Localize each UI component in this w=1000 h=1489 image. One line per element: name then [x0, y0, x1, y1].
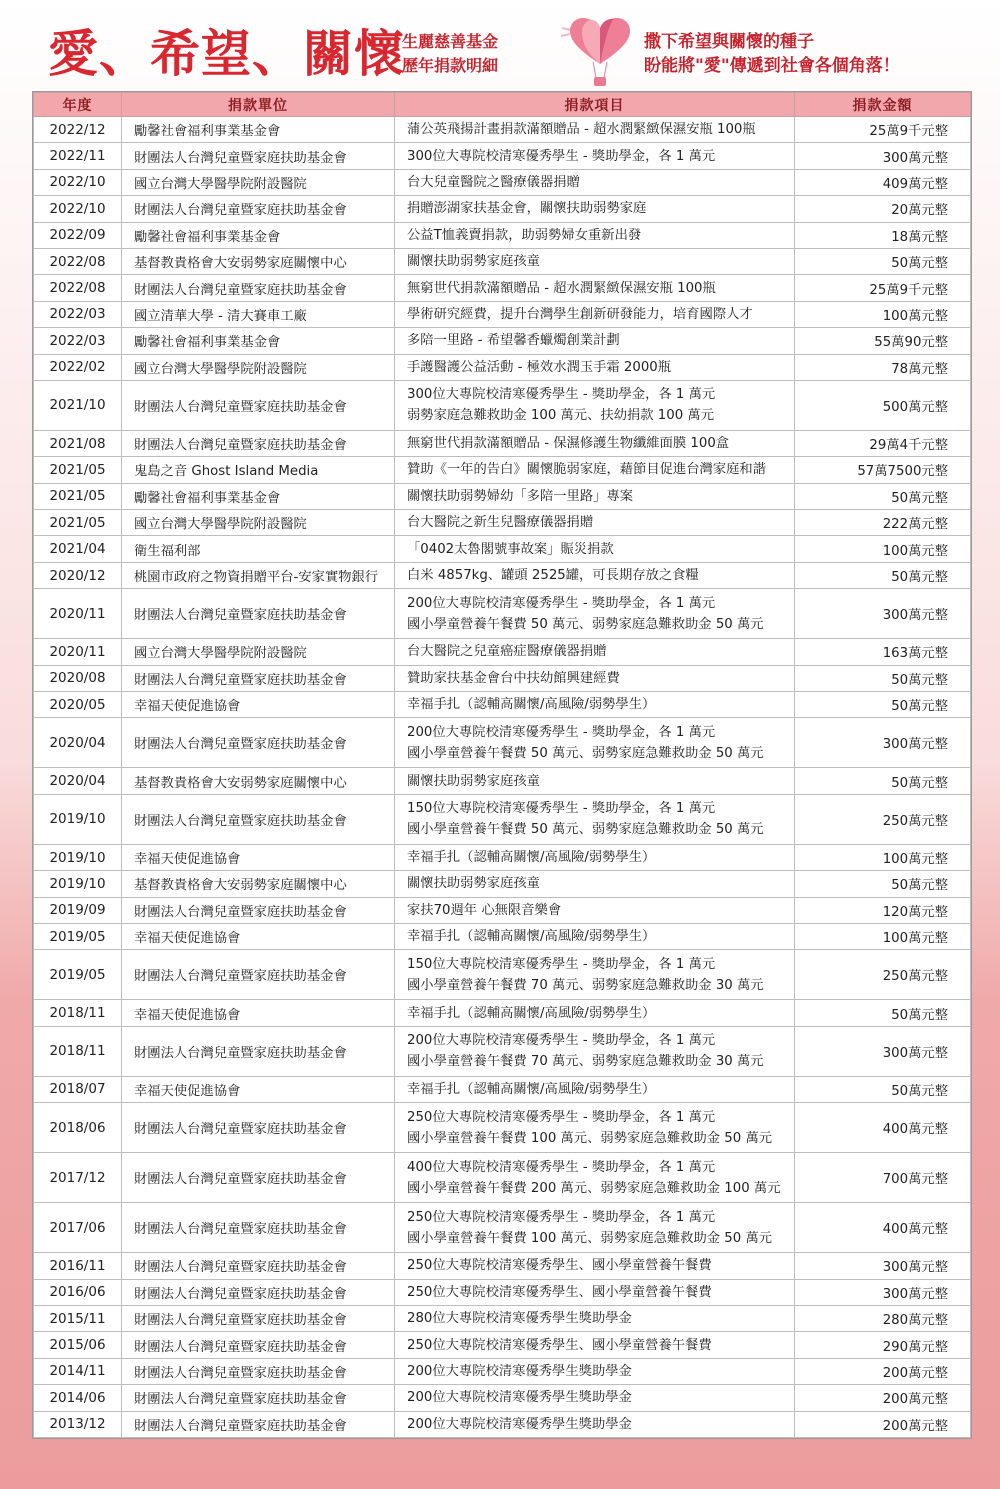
- organization-cell: 財團法人台灣兒童暨家庭扶助基金會: [122, 1305, 395, 1331]
- table-row: [34, 457, 971, 483]
- table-row: [34, 301, 971, 327]
- table-row: [34, 639, 971, 665]
- item-line-1: 學術研究經費，提升台灣學生創新研發能力，培育國際人才: [407, 306, 753, 322]
- amount-cell: 50萬元整: [795, 871, 971, 897]
- item-line-1: 200位大專院校清寒優秀學生獎助學金: [407, 1416, 632, 1432]
- year-cell: 2019/05: [34, 950, 122, 1000]
- item-line-2: 國小學童營養午餐費 200 萬元、弱勢家庭急難救助金 100 萬元: [407, 1180, 781, 1196]
- amount-cell: 300萬元整: [795, 143, 971, 169]
- item-cell: [395, 844, 795, 870]
- table-row: [34, 562, 971, 588]
- organization-cell: 財團法人台灣兒童暨家庭扶助基金會: [122, 1385, 395, 1411]
- amount-cell: 400萬元整: [795, 1103, 971, 1153]
- organization-cell: 財團法人台灣兒童暨家庭扶助基金會: [122, 1203, 395, 1253]
- year-cell: 2018/11: [34, 1000, 122, 1026]
- amount-cell: 120萬元整: [795, 897, 971, 923]
- table-row: [34, 1305, 971, 1331]
- table-row: [34, 950, 971, 1000]
- item-cell: [395, 196, 795, 222]
- item-cell: [395, 430, 795, 456]
- item-cell: [395, 1253, 795, 1279]
- year-cell: 2015/11: [34, 1305, 122, 1331]
- amount-cell: 500萬元整: [795, 380, 971, 430]
- table-row: [34, 1385, 971, 1411]
- organization-cell: 財團法人台灣兒童暨家庭扶助基金會: [122, 1332, 395, 1358]
- table-row: [34, 430, 971, 456]
- table-row: [34, 196, 971, 222]
- table-row: [34, 328, 971, 354]
- amount-cell: 300萬元整: [795, 1026, 971, 1076]
- item-cell: [395, 1076, 795, 1102]
- item-line-1: 台大兒童醫院之醫療儀器捐贈: [407, 174, 580, 190]
- organization-cell: 財團法人台灣兒童暨家庭扶助基金會: [122, 143, 395, 169]
- amount-cell: 100萬元整: [795, 923, 971, 949]
- amount-cell: 250萬元整: [795, 950, 971, 1000]
- year-cell: 2020/12: [34, 562, 122, 588]
- item-cell: [395, 768, 795, 794]
- item-cell: [395, 923, 795, 949]
- year-cell: 2014/06: [34, 1385, 122, 1411]
- item-line-1: 無窮世代捐款滿額贈品 - 保濕修護生物纖維面膜 100盒: [407, 436, 730, 452]
- year-cell: 2020/04: [34, 718, 122, 768]
- table-row: [34, 1026, 971, 1076]
- table-row: [34, 1076, 971, 1102]
- year-cell: 2016/06: [34, 1279, 122, 1305]
- amount-cell: 50萬元整: [795, 1076, 971, 1102]
- item-cell: [395, 483, 795, 509]
- table-row: [34, 1000, 971, 1026]
- item-cell: [395, 143, 795, 169]
- subtitle-line-2: 歷年捐款明細: [402, 56, 499, 75]
- item-cell: [395, 1411, 795, 1437]
- organization-cell: 國立台灣大學醫學院附設醫院: [122, 354, 395, 380]
- item-line-1: 200位大專院校清寒優秀學生獎助學金: [407, 1363, 632, 1379]
- table-row: [34, 275, 971, 301]
- item-line-1: 公益T恤義賣捐款，助弱勢婦女重新出發: [407, 227, 642, 243]
- item-line-1: 關懷扶助弱勢家庭孩童: [407, 773, 540, 789]
- item-line-2: 國小學童營養午餐費 70 萬元、弱勢家庭急難救助金 30 萬元: [407, 977, 764, 993]
- table-row: [34, 1153, 971, 1203]
- amount-cell: 300萬元整: [795, 1253, 971, 1279]
- amount-cell: 50萬元整: [795, 248, 971, 274]
- organization-cell: 勵馨社會福利事業基金會: [122, 483, 395, 509]
- year-cell: 2022/03: [34, 328, 122, 354]
- page-title: 愛、希望、關懷: [48, 24, 405, 83]
- year-cell: 2022/12: [34, 117, 122, 143]
- table-row: [34, 897, 971, 923]
- amount-cell: 300萬元整: [795, 1279, 971, 1305]
- item-cell: [395, 1305, 795, 1331]
- item-line-1: 幸福手扎（認輔高關懷/高風險/弱勢學生）: [407, 697, 656, 713]
- item-cell: [395, 457, 795, 483]
- item-cell: [395, 897, 795, 923]
- subtitle: [402, 30, 498, 78]
- amount-cell: 50萬元整: [795, 768, 971, 794]
- year-cell: 2021/05: [34, 483, 122, 509]
- item-line-1: 家扶70週年 心無限音樂會: [407, 902, 562, 918]
- item-line-1: 幸福手扎（認輔高關懷/高風險/弱勢學生）: [407, 850, 656, 865]
- item-line-1: 手護醫護公益活動 - 極效水潤玉手霜 2000瓶: [407, 359, 672, 375]
- item-cell: [395, 536, 795, 562]
- item-line-1: 台大醫院之兒童癌症醫療儀器捐贈: [407, 644, 607, 660]
- organization-cell: 財團法人台灣兒童暨家庭扶助基金會: [122, 1026, 395, 1076]
- year-cell: 2018/11: [34, 1026, 122, 1076]
- organization-cell: 幸福天使促進協會: [122, 1000, 395, 1026]
- amount-cell: 50萬元整: [795, 692, 971, 718]
- table-row: [34, 1203, 971, 1253]
- item-line-1: 250位大專院校清寒優秀學生、國小學童營養午餐費: [407, 1284, 712, 1300]
- organization-cell: 幸福天使促進協會: [122, 1076, 395, 1102]
- year-cell: 2015/06: [34, 1332, 122, 1358]
- amount-cell: 55萬90元整: [795, 328, 971, 354]
- item-cell: [395, 562, 795, 588]
- item-cell: [395, 510, 795, 536]
- year-cell: 2021/05: [34, 457, 122, 483]
- item-line-1: 蒲公英飛揚計畫捐款滿額贈品 - 超水潤緊緻保濕安瓶 100瓶: [407, 122, 756, 138]
- year-cell: 2019/05: [34, 923, 122, 949]
- organization-cell: 財團法人台灣兒童暨家庭扶助基金會: [122, 897, 395, 923]
- item-cell: [395, 1203, 795, 1253]
- item-cell: [395, 222, 795, 248]
- item-cell: [395, 871, 795, 897]
- year-cell: 2021/10: [34, 380, 122, 430]
- table-row: [34, 1279, 971, 1305]
- item-line-1: 200位大專院校清寒優秀學生獎助學金: [407, 1390, 632, 1406]
- organization-cell: 國立台灣大學醫學院附設醫院: [122, 169, 395, 195]
- year-cell: 2022/09: [34, 222, 122, 248]
- item-cell: [395, 117, 795, 143]
- organization-cell: 財團法人台灣兒童暨家庭扶助基金會: [122, 665, 395, 691]
- table-row: [34, 871, 971, 897]
- amount-cell: 50萬元整: [795, 562, 971, 588]
- amount-cell: 409萬元整: [795, 169, 971, 195]
- year-cell: 2021/04: [34, 536, 122, 562]
- heart-balloon-icon: [560, 14, 640, 92]
- organization-cell: 桃園市政府之物資捐贈平台-安家實物銀行: [122, 562, 395, 588]
- item-line-1: 贊助家扶基金會台中扶幼館興建經費: [407, 670, 620, 686]
- year-cell: 2016/11: [34, 1253, 122, 1279]
- amount-cell: 25萬9千元整: [795, 117, 971, 143]
- item-line-1: 白米 4857kg、罐頭 2525罐，可長期存放之食糧: [407, 568, 699, 584]
- item-line-2: 國小學童營養午餐費 50 萬元、弱勢家庭急難救助金 50 萬元: [407, 616, 764, 632]
- year-cell: 2020/04: [34, 768, 122, 794]
- item-line-1: 150位大專院校清寒優秀學生 - 獎助學金，各 1 萬元: [407, 956, 716, 972]
- table-row: [34, 1103, 971, 1153]
- table-row: [34, 117, 971, 143]
- item-line-1: 280位大專院校清寒優秀學生獎助學金: [407, 1311, 632, 1327]
- subtitle-line-1: 生麗慈善基金: [402, 32, 499, 51]
- table-row: [34, 794, 971, 844]
- item-line-1: 幸福手扎（認輔高關懷/高風險/弱勢學生）: [407, 1081, 656, 1097]
- year-cell: 2020/11: [34, 639, 122, 665]
- organization-cell: 幸福天使促進協會: [122, 844, 395, 870]
- header-organization: 捐款單位: [122, 93, 395, 117]
- item-line-2: 國小學童營養午餐費 70 萬元、弱勢家庭急難救助金 30 萬元: [407, 1054, 764, 1070]
- organization-cell: 幸福天使促進協會: [122, 692, 395, 718]
- amount-cell: 280萬元整: [795, 1305, 971, 1331]
- table-row: [34, 1332, 971, 1358]
- organization-cell: 基督教貴格會大安弱勢家庭關懷中心: [122, 248, 395, 274]
- year-cell: 2019/09: [34, 897, 122, 923]
- item-line-2: 弱勢家庭急難救助金 100 萬元、扶幼捐款 100 萬元: [407, 408, 715, 424]
- year-cell: 2020/05: [34, 692, 122, 718]
- item-line-1: 關懷扶助弱勢家庭孩童: [407, 254, 540, 270]
- item-cell: [395, 169, 795, 195]
- slogan: [644, 30, 900, 78]
- amount-cell: 57萬7500元整: [795, 457, 971, 483]
- item-line-1: 關懷扶助弱勢家庭孩童: [407, 876, 540, 892]
- table-row: [34, 169, 971, 195]
- item-line-1: 台大醫院之新生兒醫療儀器捐贈: [407, 515, 594, 531]
- amount-cell: 29萬4千元整: [795, 430, 971, 456]
- item-line-1: 300位大專院校清寒優秀學生 - 獎助學金，各 1 萬元: [407, 387, 716, 403]
- amount-cell: 50萬元整: [795, 665, 971, 691]
- table-row: [34, 222, 971, 248]
- organization-cell: 基督教貴格會大安弱勢家庭關懷中心: [122, 871, 395, 897]
- table-header-row: [34, 93, 971, 117]
- year-cell: 2021/05: [34, 510, 122, 536]
- item-cell: [395, 1026, 795, 1076]
- year-cell: 2022/08: [34, 275, 122, 301]
- organization-cell: 財團法人台灣兒童暨家庭扶助基金會: [122, 1411, 395, 1437]
- header-item: 捐款項目: [395, 93, 795, 117]
- organization-cell: 財團法人台灣兒童暨家庭扶助基金會: [122, 430, 395, 456]
- amount-cell: 700萬元整: [795, 1153, 971, 1203]
- item-cell: [395, 665, 795, 691]
- organization-cell: 財團法人台灣兒童暨家庭扶助基金會: [122, 1103, 395, 1153]
- amount-cell: 50萬元整: [795, 1000, 971, 1026]
- organization-cell: 國立清華大學 - 清大賽車工廠: [122, 301, 395, 327]
- organization-cell: 勵馨社會福利事業基金會: [122, 117, 395, 143]
- item-line-1: 150位大專院校清寒優秀學生 - 獎助學金，各 1 萬元: [407, 801, 716, 817]
- table-row: [34, 536, 971, 562]
- organization-cell: 國立台灣大學醫學院附設醫院: [122, 639, 395, 665]
- item-cell: [395, 1279, 795, 1305]
- item-cell: [395, 718, 795, 768]
- item-cell: [395, 1153, 795, 1203]
- organization-cell: 財團法人台灣兒童暨家庭扶助基金會: [122, 1279, 395, 1305]
- item-line-2: 國小學童營養午餐費 100 萬元、弱勢家庭急難救助金 50 萬元: [407, 1130, 773, 1146]
- table-body: [34, 117, 971, 1438]
- amount-cell: 300萬元整: [795, 718, 971, 768]
- item-line-1: 200位大專院校清寒優秀學生 - 獎助學金，各 1 萬元: [407, 1033, 716, 1049]
- item-cell: [395, 1358, 795, 1384]
- organization-cell: 財團法人台灣兒童暨家庭扶助基金會: [122, 380, 395, 430]
- item-line-2: 國小學童營養午餐費 50 萬元、弱勢家庭急難救助金 50 萬元: [407, 822, 764, 838]
- table-row: [34, 248, 971, 274]
- item-line-1: 250位大專院校清寒優秀學生 - 獎助學金，各 1 萬元: [407, 1109, 716, 1125]
- amount-cell: 200萬元整: [795, 1411, 971, 1437]
- item-line-1: 250位大專院校清寒優秀學生 - 獎助學金，各 1 萬元: [407, 1209, 716, 1225]
- organization-cell: 基督教貴格會大安弱勢家庭關懷中心: [122, 768, 395, 794]
- item-line-1: 捐贈澎湖家扶基金會，關懷扶助弱勢家庭: [407, 201, 647, 217]
- item-line-1: 多陪一里路 - 希望馨香蠟燭創業計劃: [407, 333, 620, 349]
- item-cell: [395, 275, 795, 301]
- year-cell: 2019/10: [34, 794, 122, 844]
- organization-cell: 財團法人台灣兒童暨家庭扶助基金會: [122, 950, 395, 1000]
- item-cell: [395, 794, 795, 844]
- year-cell: 2020/11: [34, 589, 122, 639]
- year-cell: 2022/10: [34, 169, 122, 195]
- item-cell: [395, 1332, 795, 1358]
- amount-cell: 100萬元整: [795, 301, 971, 327]
- item-line-1: 400位大專院校清寒優秀學生 - 獎助學金，各 1 萬元: [407, 1159, 716, 1175]
- amount-cell: 400萬元整: [795, 1203, 971, 1253]
- amount-cell: 300萬元整: [795, 589, 971, 639]
- amount-cell: 250萬元整: [795, 794, 971, 844]
- amount-cell: 163萬元整: [795, 639, 971, 665]
- organization-cell: 財團法人台灣兒童暨家庭扶助基金會: [122, 196, 395, 222]
- item-line-2: 國小學童營養午餐費 50 萬元、弱勢家庭急難救助金 50 萬元: [407, 745, 764, 761]
- organization-cell: 勵馨社會福利事業基金會: [122, 328, 395, 354]
- organization-cell: 國立台灣大學醫學院附設醫院: [122, 510, 395, 536]
- item-cell: [395, 1385, 795, 1411]
- table-row: [34, 718, 971, 768]
- item-line-1: 200位大專院校清寒優秀學生 - 獎助學金，各 1 萬元: [407, 595, 716, 611]
- table-row: [34, 768, 971, 794]
- amount-cell: 18萬元整: [795, 222, 971, 248]
- organization-cell: 衛生福利部: [122, 536, 395, 562]
- item-line-1: 250位大專院校清寒優秀學生、國小學童營養午餐費: [407, 1337, 712, 1353]
- item-cell: [395, 328, 795, 354]
- header-amount: 捐款金額: [795, 93, 971, 117]
- year-cell: 2018/07: [34, 1076, 122, 1102]
- table-row: [34, 923, 971, 949]
- item-line-1: 幸福手扎（認輔高關懷/高風險/弱勢學生）: [407, 929, 656, 945]
- donation-table: [33, 92, 971, 1438]
- table-row: [34, 483, 971, 509]
- year-cell: 2014/11: [34, 1358, 122, 1384]
- year-cell: 2017/12: [34, 1153, 122, 1203]
- item-cell: [395, 692, 795, 718]
- organization-cell: 財團法人台灣兒童暨家庭扶助基金會: [122, 718, 395, 768]
- item-cell: [395, 1000, 795, 1026]
- slogan-line-1: 撒下希望與關懷的種子: [644, 32, 814, 52]
- year-cell: 2020/08: [34, 665, 122, 691]
- organization-cell: 財團法人台灣兒童暨家庭扶助基金會: [122, 1358, 395, 1384]
- table-row: [34, 665, 971, 691]
- table-row: [34, 354, 971, 380]
- amount-cell: 222萬元整: [795, 510, 971, 536]
- amount-cell: 25萬9千元整: [795, 275, 971, 301]
- organization-cell: 勵馨社會福利事業基金會: [122, 222, 395, 248]
- year-cell: 2021/08: [34, 430, 122, 456]
- table-row: [34, 143, 971, 169]
- header: [0, 0, 1000, 92]
- amount-cell: 100萬元整: [795, 844, 971, 870]
- year-cell: 2022/10: [34, 196, 122, 222]
- table-row: [34, 1358, 971, 1384]
- item-line-1: 250位大專院校清寒優秀學生、國小學童營養午餐費: [407, 1258, 712, 1274]
- item-line-1: 300位大專院校清寒優秀學生 - 獎助學金，各 1 萬元: [407, 148, 716, 164]
- amount-cell: 100萬元整: [795, 536, 971, 562]
- slogan-line-2: 盼能將"愛"傳遞到社會各個角落！: [644, 56, 900, 76]
- amount-cell: 200萬元整: [795, 1358, 971, 1384]
- amount-cell: 20萬元整: [795, 196, 971, 222]
- item-cell: [395, 248, 795, 274]
- item-cell: [395, 950, 795, 1000]
- item-line-1: 無窮世代捐款滿額贈品 - 超水潤緊緻保濕安瓶 100瓶: [407, 280, 716, 296]
- item-line-1: 關懷扶助弱勢婦幼「多陪一里路」專案: [407, 488, 634, 504]
- item-cell: [395, 1103, 795, 1153]
- table-row: [34, 589, 971, 639]
- year-cell: 2019/10: [34, 844, 122, 870]
- table-row: [34, 844, 971, 870]
- item-line-1: 200位大專院校清寒優秀學生 - 獎助學金，各 1 萬元: [407, 724, 716, 740]
- table-row: [34, 1253, 971, 1279]
- amount-cell: 290萬元整: [795, 1332, 971, 1358]
- header-year: 年度: [34, 93, 122, 117]
- table-row: [34, 380, 971, 430]
- item-cell: [395, 354, 795, 380]
- organization-cell: 鬼島之音 Ghost Island Media: [122, 457, 395, 483]
- year-cell: 2022/08: [34, 248, 122, 274]
- item-cell: [395, 301, 795, 327]
- organization-cell: 財團法人台灣兒童暨家庭扶助基金會: [122, 1153, 395, 1203]
- item-line-1: 「0402太魯閣號事故案」賑災捐款: [407, 541, 614, 557]
- organization-cell: 財團法人台灣兒童暨家庭扶助基金會: [122, 1253, 395, 1279]
- year-cell: 2022/03: [34, 301, 122, 327]
- table-row: [34, 1411, 971, 1437]
- table-row: [34, 510, 971, 536]
- organization-cell: 幸福天使促進協會: [122, 923, 395, 949]
- year-cell: 2022/02: [34, 354, 122, 380]
- amount-cell: 200萬元整: [795, 1385, 971, 1411]
- item-cell: [395, 380, 795, 430]
- year-cell: 2022/11: [34, 143, 122, 169]
- amount-cell: 50萬元整: [795, 483, 971, 509]
- year-cell: 2017/06: [34, 1203, 122, 1253]
- item-line-2: 國小學童營養午餐費 100 萬元、弱勢家庭急難救助金 50 萬元: [407, 1230, 773, 1246]
- item-line-1: 幸福手扎（認輔高關懷/高風險/弱勢學生）: [407, 1005, 656, 1021]
- organization-cell: 財團法人台灣兒童暨家庭扶助基金會: [122, 275, 395, 301]
- item-cell: [395, 589, 795, 639]
- item-line-1: 贊助《一年的告白》關懷脆弱家庭，藉節目促進台灣家庭和諧: [407, 462, 767, 478]
- organization-cell: 財團法人台灣兒童暨家庭扶助基金會: [122, 794, 395, 844]
- table-row: [34, 692, 971, 718]
- year-cell: 2018/06: [34, 1103, 122, 1153]
- amount-cell: 78萬元整: [795, 354, 971, 380]
- item-cell: [395, 639, 795, 665]
- year-cell: 2019/10: [34, 871, 122, 897]
- year-cell: 2013/12: [34, 1411, 122, 1437]
- organization-cell: 財團法人台灣兒童暨家庭扶助基金會: [122, 589, 395, 639]
